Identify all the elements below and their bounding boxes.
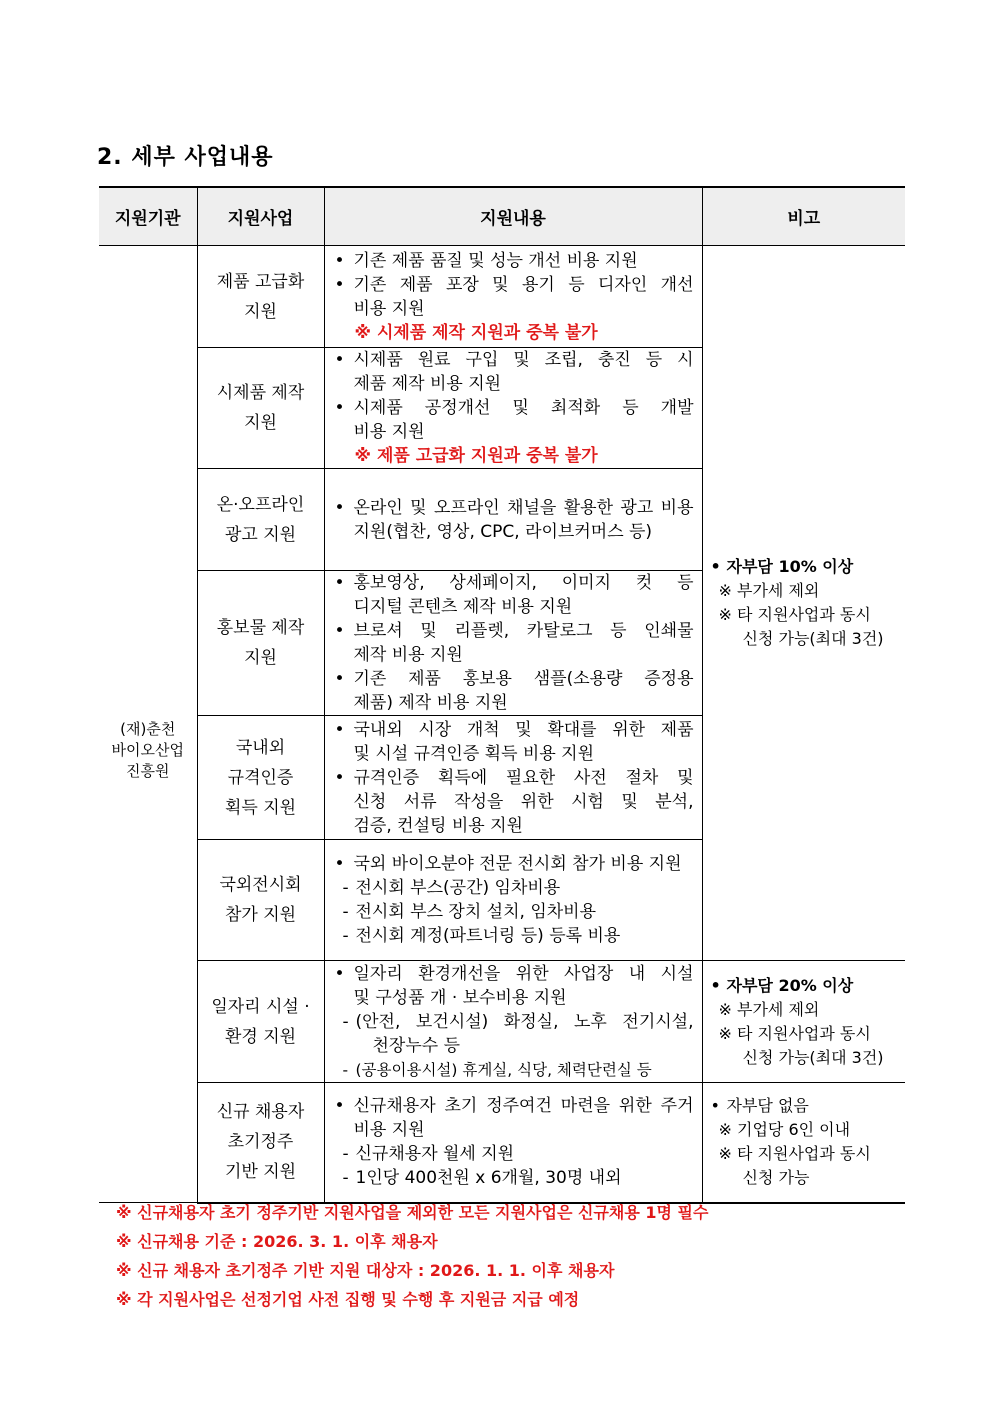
program-content: • 시제품 원료 구입 및 조립, 충진 등 시 제품 제작 비용 지원 • 시제품 공정개선 및 최적화 등 개발 비용 지원 ※ 제품 고급화 지원과 중복 불가	[324, 348, 702, 469]
program-name: 국외전시회 참가 지원	[197, 840, 324, 961]
self-payment-note: • 자부담 10% 이상	[711, 555, 906, 579]
program-name: 신규 채용자 초기정주 기반 지원	[197, 1083, 324, 1203]
program-content	[324, 246, 702, 348]
header-agency: 지원기관	[99, 187, 197, 246]
bullet-item-continuation: 비용 지원	[353, 298, 425, 319]
bullet-item: • 홍보영상, 상세페이지, 이미지 컷 등	[333, 571, 694, 595]
header-program: 지원사업	[197, 187, 324, 246]
program-content: • 일자리 환경개선을 위한 사업장 내 시설 및 구성품 개 · 보수비용 지원 - (안전, 보건시설) 화정실, 노후 전기시설, 천장누수 등 - (공용이용시설) 휴게실, 식당, 체력단련실 등	[324, 961, 702, 1083]
section-title: 2. 세부 사업내용	[97, 145, 274, 170]
dash-item: - 신규채용자 월세 지원	[333, 1142, 694, 1166]
program-name: 홍보물 제작 지원	[197, 571, 324, 716]
dash-item: - (안전, 보건시설) 화정실, 노후 전기시설,	[333, 1010, 694, 1034]
table-row	[99, 961, 905, 1083]
program-name: 시제품 제작 지원	[197, 348, 324, 469]
program-name: 온·오프라인 광고 지원	[197, 469, 324, 571]
bullet-item: • 시제품 공정개선 및 최적화 등 개발	[333, 396, 694, 420]
table-row	[99, 1083, 905, 1203]
program-content: • 온라인 및 오프라인 채널을 활용한 광고 비용 지원(협찬, 영상, CPC, 라이브커머스 등)	[324, 469, 702, 571]
remarks-cell: • 자부담 20% 이상 ※ 부가세 제외 ※ 타 지원사업과 동시 신청 가능(최대 3건)	[702, 961, 905, 1083]
bullet-item: • 기존 제품 포장 및 용기 등 디자인 개선	[333, 273, 694, 297]
bullet-item: • 시제품 원료 구입 및 조립, 충진 등 시	[333, 348, 694, 372]
program-content	[324, 840, 702, 961]
dash-item: - (공용이용시설) 휴게실, 식당, 체력단련실 등	[333, 1058, 694, 1082]
dash-item: - 전시회 계정(파트너링 등) 등록 비용	[333, 924, 694, 948]
duplicate-warning: ※ 시제품 제작 지원과 중복 불가	[354, 322, 598, 343]
program-name: 국내외 규격인증 획득 지원	[197, 716, 324, 840]
footnote: ※ 각 지원사업은 선정기업 사전 집행 및 수행 후 지원금 지급 예정	[116, 1290, 580, 1309]
dash-item: - 전시회 부스(공간) 임차비용	[333, 876, 694, 900]
bullet-item: • 신규채용자 초기 정주여건 마련을 위한 주거	[333, 1094, 694, 1118]
header-content: 지원내용	[324, 187, 702, 246]
footnote: ※ 신규 채용자 초기정주 기반 지원 대상자 : 2026. 1. 1. 이후 채용자	[116, 1261, 615, 1280]
footnote-list	[116, 1198, 708, 1314]
self-payment-note: • 자부담 없음	[711, 1094, 906, 1118]
table-row	[99, 246, 905, 348]
program-content: • 홍보영상, 상세페이지, 이미지 컷 등 디지털 콘텐츠 제작 비용 지원 • 브로셔 및 리플렛, 카탈로그 등 인쇄물 제작 비용 지원 • 기존 제품 홍보용 샘플(소용량 증정용 제품) 제작 비용 지원	[324, 571, 702, 716]
program-content: • 신규채용자 초기 정주여건 마련을 위한 주거 비용 지원 - 신규채용자 월세 지원 - 1인당 400천원 x 6개월, 30명 내외	[324, 1083, 702, 1203]
bullet-item: • 국내외 시장 개척 및 확대를 위한 제품	[333, 718, 694, 742]
bullet-item: • 규격인증 획득에 필요한 사전 절차 및	[333, 766, 694, 790]
remarks-cell: • 자부담 10% 이상 ※ 부가세 제외 ※ 타 지원사업과 동시 신청 가능(최대 3건)	[702, 246, 905, 961]
remarks-cell: • 자부담 없음 ※ 기업당 6인 이내 ※ 타 지원사업과 동시 신청 가능	[702, 1083, 905, 1203]
header-remarks: 비고	[702, 187, 905, 246]
bullet-item: • 브로셔 및 리플렛, 카탈로그 등 인쇄물	[333, 619, 694, 643]
self-payment-note: • 자부담 20% 이상	[711, 974, 906, 998]
bullet-item: • 기존 제품 홍보용 샘플(소용량 증정용	[333, 667, 694, 691]
duplicate-warning: ※ 제품 고급화 지원과 중복 불가	[354, 446, 598, 466]
footnote: ※ 신규채용 기준 : 2026. 3. 1. 이후 채용자	[116, 1232, 438, 1251]
program-name: 일자리 시설 · 환경 지원	[197, 961, 324, 1083]
program-name: 제품 고급화 지원	[197, 246, 324, 348]
table-header-row	[99, 187, 905, 246]
support-program-table	[99, 186, 905, 1204]
bullet-item: • 온라인 및 오프라인 채널을 활용한 광고 비용	[333, 496, 694, 520]
dash-item: - 전시회 부스 장치 설치, 임차비용	[333, 900, 694, 924]
bullet-item: • 기존 제품 품질 및 성능 개선 비용 지원	[333, 249, 694, 273]
program-content: • 국내외 시장 개척 및 확대를 위한 제품 및 시설 규격인증 획득 비용 지원 • 규격인증 획득에 필요한 사전 절차 및 신청 서류 작성을 위한 시험 및 분석, 검증, 컨설팅 비용 지원	[324, 716, 702, 840]
agency-cell: (재)춘천 바이오산업 진흥원	[99, 246, 197, 1203]
bullet-item: • 국외 바이오분야 전문 전시회 참가 비용 지원	[333, 852, 694, 876]
bullet-item: • 일자리 환경개선을 위한 사업장 내 시설	[333, 962, 694, 986]
footnote: ※ 신규채용자 초기 정주기반 지원사업을 제외한 모든 지원사업은 신규채용 1명 필수	[116, 1203, 709, 1222]
dash-item: - 1인당 400천원 x 6개월, 30명 내외	[333, 1166, 694, 1190]
